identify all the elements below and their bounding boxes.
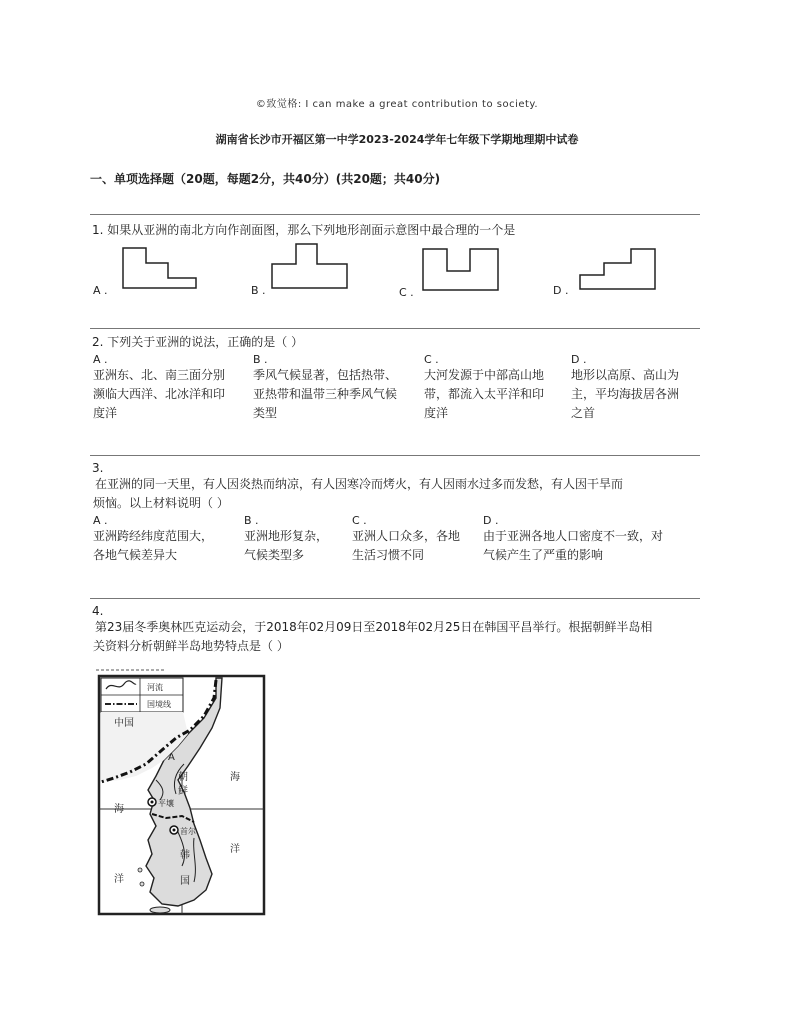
q1-option-b-letter[interactable]: B . — [251, 284, 266, 297]
legend-river-label: 河流 — [147, 683, 163, 692]
q3-option-b-letter: B . — [244, 514, 259, 527]
north-korea-char1: 朝 — [178, 772, 188, 783]
section-heading: 一、单项选择题（20题，每题2分，共40分）(共20题；共40分) — [90, 172, 441, 186]
seoul-label: 首尔 — [180, 827, 196, 836]
q3-stem-line2: 烦恼。以上材料说明（ ） — [93, 496, 229, 510]
legend-border-label: 国境线 — [147, 700, 171, 709]
divider — [90, 455, 700, 456]
q3-option-c-line: 生活习惯不同 — [352, 548, 425, 562]
motto-line: ©致觉格: I can make a great contribution to society. — [255, 99, 539, 110]
q2-option-b-line: 季风气候显著，包括热带、 — [253, 368, 398, 382]
q2-option-d-line: 之首 — [571, 406, 596, 420]
q2-option-a[interactable] — [93, 353, 248, 423]
ocean-left-label: 洋 — [114, 874, 124, 885]
q3-option-d-line: 由于亚洲各地人口密度不一致，对 — [483, 529, 664, 543]
q2-option-d-line: 主，平均海拔居各洲 — [571, 387, 680, 401]
q2-option-a-line: 濒临大西洋、北冰洋和印 — [93, 387, 226, 401]
q2-option-b-line: 类型 — [253, 406, 278, 420]
q3-option-c-letter: C . — [352, 514, 367, 527]
korean-peninsula-map — [96, 668, 268, 918]
north-korea-char2: 鲜 — [178, 786, 188, 797]
q3-option-a-line: 各地气候差异大 — [93, 548, 178, 562]
q3-option-a[interactable] — [93, 514, 243, 565]
q3-option-b-line: 气候类型多 — [244, 548, 305, 562]
q2-option-c[interactable] — [424, 353, 569, 423]
q2-option-c-line: 带，都流入太平洋和印 — [424, 387, 545, 401]
q1-option-c-letter[interactable]: C . — [399, 286, 414, 299]
q3-stem-line1: 在亚洲的同一天里，有人因炎热而纳凉，有人因寒冷而烤火，有人因雨水过多而发愁，有人因干旱而 — [95, 477, 624, 491]
q1-option-d-letter[interactable]: D . — [553, 284, 569, 297]
q1-option-d-diagram[interactable] — [579, 248, 657, 290]
q2-option-a-letter: A . — [93, 353, 108, 366]
q1-option-b-diagram[interactable] — [271, 243, 349, 289]
q4-stem-line1: 第23届冬季奥林匹克运动会，于2018年02月09日至2018年02月25日在韩国平昌举行。根据朝鲜半岛相 — [95, 620, 653, 634]
exam-title: 湖南省长沙市开福区第一中学2023-2024学年七年级下学期地理期中试卷 — [215, 133, 579, 146]
q3-option-d-line: 气候产生了严重的影响 — [483, 548, 604, 562]
south-korea-char1: 韩 — [180, 850, 190, 861]
q3-option-a-letter: A . — [93, 514, 108, 527]
divider — [90, 214, 700, 215]
south-korea-char2: 国 — [180, 876, 190, 887]
divider — [90, 328, 700, 329]
q2-stem: 2. 下列关于亚洲的说法，正确的是（ ） — [92, 335, 304, 349]
q3-option-d-letter: D . — [483, 514, 499, 527]
q2-option-b-letter: B . — [253, 353, 268, 366]
q1-option-c-diagram[interactable] — [422, 248, 500, 292]
china-label: 中国 — [114, 718, 134, 729]
sea-right-label: 海 — [230, 772, 240, 783]
q2-option-d[interactable] — [571, 353, 701, 423]
q1-option-a-diagram[interactable] — [122, 247, 198, 289]
q3-option-b[interactable] — [244, 514, 349, 565]
q2-option-d-line: 地形以高原、高山为 — [571, 368, 680, 382]
q3-option-c-line: 亚洲人口众多，各地 — [352, 529, 461, 543]
q2-option-a-line: 亚洲东、北、南三面分别 — [93, 368, 226, 382]
pyongyang-label: 平壤 — [158, 799, 174, 808]
q4-stem-line2: 关资料分析朝鲜半岛地势特点是（ ） — [93, 639, 289, 653]
q1-option-a-letter[interactable]: A . — [93, 284, 108, 297]
divider — [90, 598, 700, 599]
q3-number: 3. — [92, 461, 104, 475]
ocean-right-label: 洋 — [230, 844, 240, 855]
q2-option-b-line: 亚热带和温带三种季风气候 — [253, 387, 398, 401]
q2-option-c-letter: C . — [424, 353, 439, 366]
q4-number: 4. — [92, 604, 104, 618]
q1-stem: 1. 如果从亚洲的南北方向作剖面图，那么下列地形剖面示意图中最合理的一个是 — [92, 223, 516, 237]
q2-option-b[interactable] — [253, 353, 421, 423]
q2-option-c-line: 度洋 — [424, 406, 449, 420]
q2-option-d-letter: D . — [571, 353, 587, 366]
q3-option-b-line: 亚洲地形复杂， — [244, 529, 329, 543]
q2-option-c-line: 大河发源于中部高山地 — [424, 368, 545, 382]
point-a-label: A — [168, 752, 175, 763]
q3-option-c[interactable] — [352, 514, 480, 565]
q3-option-d[interactable] — [483, 514, 698, 565]
sea-left-label: 海 — [114, 804, 124, 815]
q3-option-a-line: 亚洲跨经纬度范围大， — [93, 529, 214, 543]
q2-option-a-line: 度洋 — [93, 406, 118, 420]
